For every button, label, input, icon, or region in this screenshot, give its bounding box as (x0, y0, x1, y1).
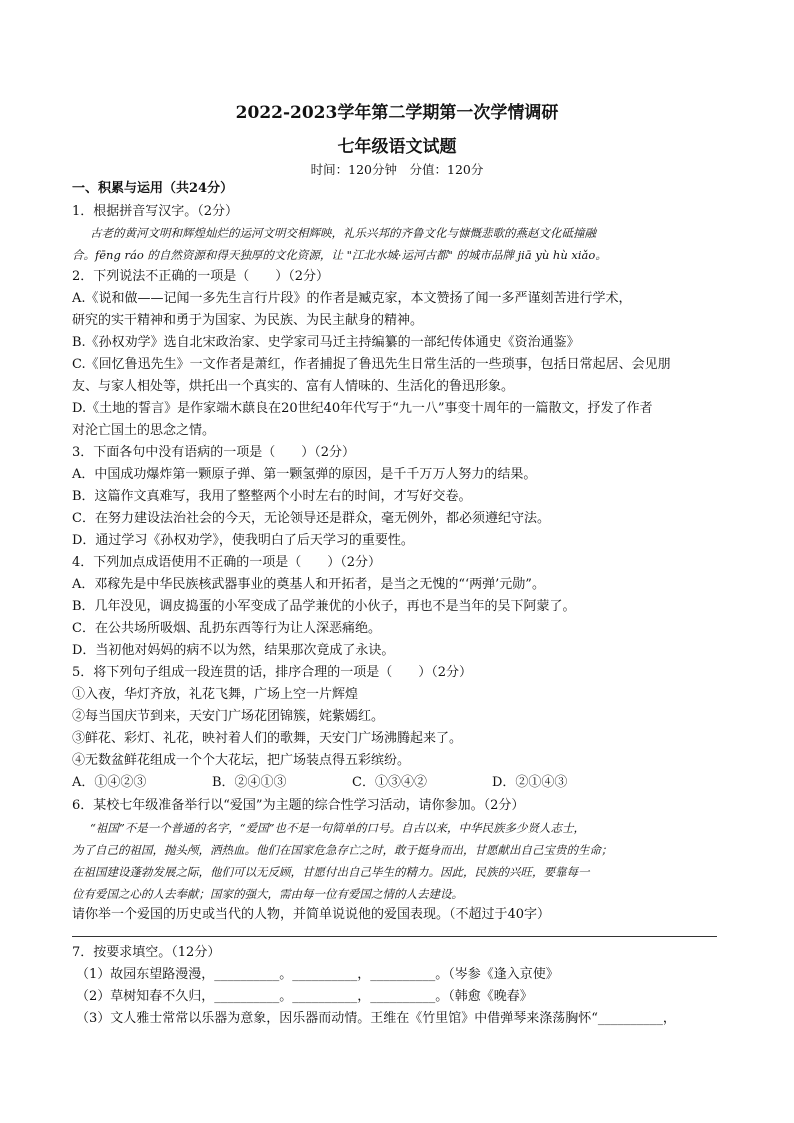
q2-stem: 2．下列说法不正确的一项是（ ）（2分） (72, 269, 330, 284)
q5-option-d: D．②①④③ (492, 775, 568, 790)
q3-option-line: D．通过学习《孙权劝学》，使我明白了后天学习的重要性。 (72, 533, 414, 548)
q5-option-a: A．①④②③ (72, 775, 147, 790)
q1-passage-line: 合。fēng ráo 的自然资源和得天独厚的文化资源，让 "江北水城·运河古都" 的城市品牌 jiā yù hù xiǎo。 (72, 248, 607, 262)
q7-stem: 7．按要求填空。（12分） (72, 945, 221, 960)
q2-option-line: B.《孙权劝学》选自北宋政治家、史学家司马迁主持编纂的一部纪传体通史《资治通鉴》 (72, 335, 580, 350)
q4-stem: 4．下列加点成语使用不正确的一项是（ ）（2分） (72, 555, 382, 570)
q2-option-line: D.《土地的誓言》是作家端木蕻良在20世纪40年代写于“九一八”事变十周年的一篇散文，抒发了作者 (72, 401, 653, 416)
q7-item: （3）文人雅士常常以乐器为意象，因乐器而动情。王维在《竹里馆》中借弹琴来涤荡胸怀“__________， (76, 1011, 676, 1026)
q6-stem: 6．某校七年级准备举行以“爱国”为主题的综合性学习活动，请你参加。（2分） (72, 798, 525, 813)
q3-option-line: C．在努力建设法治社会的今天，无论领导还是群众，毫无例外，都必须遵纪守法。 (72, 511, 550, 526)
q6-passage-line: 为了自己的祖国，抛头颅，洒热血。他们在国家危急存亡之时，敢于挺身而出，甘愿献出自己宝贵的生命； (72, 843, 613, 857)
q5-sentence: ①入夜，华灯齐放，礼花飞舞，广场上空一片辉煌 (72, 687, 359, 702)
section-1-heading: 一、积累与运用（共24分） (72, 181, 234, 196)
q6-passage-line: 在祖国建设蓬勃发展之际，他们可以无反顾，甘愿付出自己毕生的精力。因此，民族的兴旺，要靠每一 (72, 865, 590, 879)
q5-sentence: ④无数盆鲜花组成一个个大花坛，把广场装点得五彩缤纷。 (72, 753, 411, 768)
q5-option-b: B．②④①③ (212, 775, 287, 790)
q2-option-line: 友、与家人相处等，烘托出一个真实的、富有人情味的、生活化的鲁迅形象。 (72, 379, 515, 394)
q2-option-line: C.《回忆鲁迅先生》一文作者是萧红，作者捕捉了鲁迅先生日常生活的一些琐事，包括日常起居、会见朋 (72, 357, 671, 372)
q3-option-line: B．这篇作文真难写，我用了整整两个小时左右的时间，才写好交卷。 (72, 489, 472, 504)
q7-item: （1）故园东望路漫漫，__________。__________，__________。（岑参《逢入京使》 (76, 967, 559, 982)
q6-passage-line: “祖国”不是一个普通的名字，“爱国”也不是一句简单的口号。自古以来，中华民族多少贤人志士， (90, 821, 586, 835)
q7-item: （2）草树知春不久归，__________。__________，__________。（韩愈《晚春》 (76, 989, 533, 1004)
q4-option-line: A．邓稼先是中华民族核武器事业的奠基人和开拓者，是当之无愧的“‘两弹’元勋”。 (72, 577, 545, 592)
q5-sentence: ②每当国庆节到来，天安门广场花团锦簇，姹紫嫣红。 (72, 709, 385, 724)
q6-prompt: 请你举一个爱国的历史或当代的人物，并简单说说他的爱国表现。（不超过于40字） (72, 907, 551, 922)
exam-title: 2022-2023学年第二学期第一次学情调研 (235, 103, 559, 123)
q2-option-line: 研究的实干精神和勇于为国家、为民族、为民主献身的精神。 (72, 313, 424, 328)
q1-stem: 1．根据拼音写汉字。（2分） (72, 204, 239, 219)
q6-passage-line: 位有爱国之心的人去奉献；国家的强大，需由每一位有爱国之情的人去建设。 (72, 887, 463, 901)
q4-option-line: D．当初他对妈妈的病不以为然，结果那次竟成了永诀。 (72, 643, 395, 658)
q4-option-line: C．在公共场所吸烟、乱扔东西等行为让人深恶痛绝。 (72, 621, 381, 636)
q2-option-line: A.《说和做——记闻一多先生言行片段》的作者是臧克家，本文赞扬了闻一多严谨刻苦进行学术， (72, 291, 632, 306)
q5-option-c: C．①③④② (352, 775, 427, 790)
q5-sentence: ③鲜花、彩灯、礼花，映衬着人们的歌舞，天安门广场沸腾起来了。 (72, 731, 463, 746)
q5-stem: 5．将下列句子组成一段连贯的话，排序合理的一项是（ ）（2分） (72, 665, 473, 680)
answer-line[interactable] (72, 936, 717, 937)
q4-option-line: B．几年没见，调皮捣蛋的小军变成了品学兼优的小伙子，再也不是当年的吴下阿蒙了。 (72, 599, 576, 614)
q2-option-line: 对沦亡国土的思念之情。 (72, 423, 216, 438)
q3-option-line: A．中国成功爆炸第一颗原子弹、第一颗氢弹的原因，是千千万万人努力的结果。 (72, 467, 537, 482)
q3-stem: 3．下面各句中没有语病的一项是（ ）（2分） (72, 445, 356, 460)
q1-passage-line: 古老的黄河文明和辉煌灿烂的运河文明交相辉映，礼乐兴邦的齐鲁文化与慷慨悲歌的燕赵文化砥撞融 (90, 226, 596, 240)
exam-time-score: 时间：120分钟 分值：120分 (310, 162, 484, 177)
exam-subtitle: 七年级语文试题 (337, 137, 457, 157)
